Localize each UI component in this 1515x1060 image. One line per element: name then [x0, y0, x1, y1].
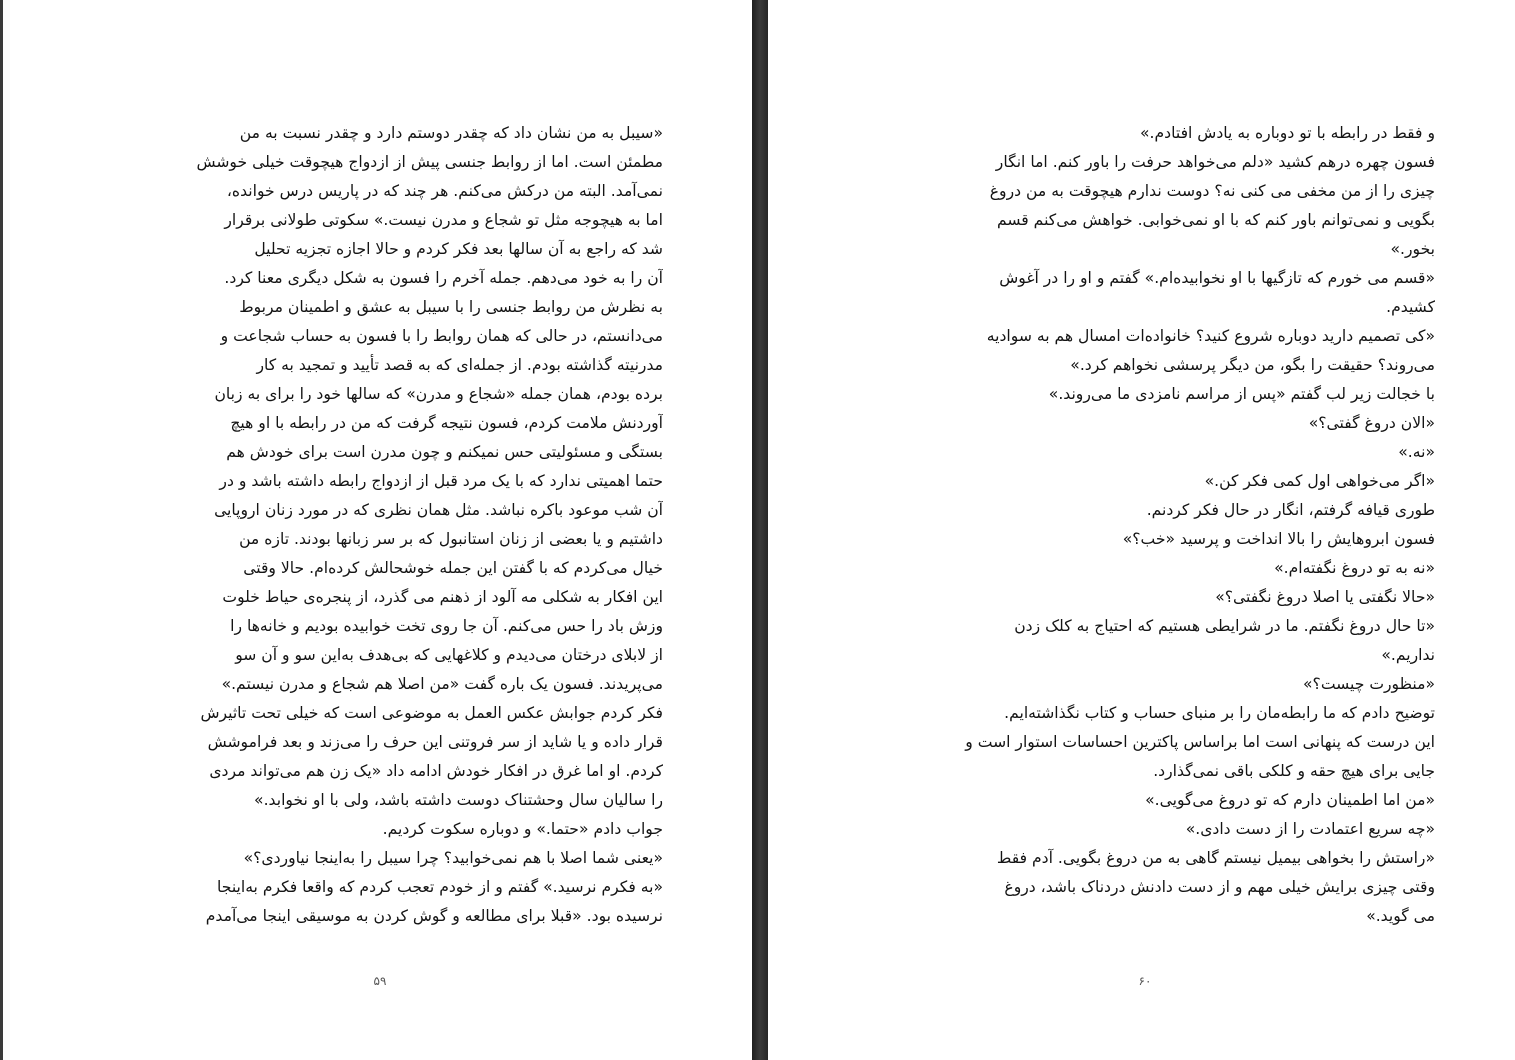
left-page-text: [96, 119, 663, 931]
text-line: فسون چهره درهم کشید «دلم می‌خواهد حرفت را باور کنم. اما انگار: [995, 153, 1435, 171]
text-line: نداریم.»: [1381, 646, 1435, 664]
text-line: «منظورت چیست؟»: [1303, 675, 1435, 693]
text-line: بستگی و مسئولیتی حس نمیکنم و چون مدرن است برای خودش هم: [226, 443, 663, 461]
text-line: آوردنش ملامت کردم، فسون نتیجه گرفت که من در رابطه با او هیچ: [230, 414, 663, 432]
text-line: آن شب موعود باکره نباشد. مثل همان نظری که در مورد زنان اروپایی: [214, 501, 663, 519]
text-line: آن را به خود می‌دهم. جمله آخرم را فسون به شکل دیگری معنا کرد.: [224, 269, 663, 287]
text-line: این درست که پنهانی است اما براساس پاکترین احساسات استوار است و: [965, 733, 1435, 751]
right-page: [768, 0, 1515, 1060]
right-page-text: [855, 119, 1435, 931]
text-line: «نه به تو دروغ نگفته‌ام.»: [1274, 559, 1435, 577]
text-line: داشتیم و یا بعضی از زنان استانبول که بر سر زبانها بودند. تازه من: [239, 530, 663, 548]
book-gutter: [752, 0, 768, 1060]
text-line: قرار داده و یا شاید از سر فروتنی این حرف را می‌زند و بعد فراموشش: [207, 733, 663, 751]
text-line: جایی برای هیچ حقه و کلکی باقی نمی‌گذارد.: [1153, 762, 1435, 780]
text-line: «تا حال دروغ نگفتم. ما در شرایطی هستیم که احتیاج به کلک زدن: [1014, 617, 1435, 635]
text-line: برده بودم، همان جمله «شجاع و مدرن» که سالها خود را برای به زبان: [214, 385, 663, 403]
text-line: می‌پریدند. فسون یک باره گفت «من اصلا هم شجاع و مدرن نیستم.»: [221, 675, 663, 693]
text-line: می‌روند؟ حقیقت را بگو، من دیگر پرسشی نخواهم کرد.»: [1070, 356, 1435, 374]
text-line: بخور.»: [1390, 240, 1435, 258]
text-line: مطمئن است. اما از روابط جنسی پیش از ازدواج هیچوقت خیلی خوشش: [196, 153, 663, 171]
text-line: توضیح دادم که ما رابطه‌مان را بر منبای حساب و کتاب نگذاشته‌ایم.: [1004, 704, 1435, 722]
text-line: نرسیده بود. «قبلا برای مطالعه و گوش کردن به موسیقی اینجا می‌آمدم: [205, 907, 663, 925]
text-line: «نه.»: [1398, 443, 1435, 461]
text-line: وقتی چیزی برایش خیلی مهم و از دست دادنش دردناک باشد، دروغ: [1004, 878, 1435, 896]
text-line: «حالا نگفتی یا اصلا دروغ نگفتی؟»: [1215, 588, 1435, 606]
text-line: فسون ابروهایش را بالا انداخت و پرسید «خب؟»: [1122, 530, 1435, 548]
text-line: این افکار به شکلی مه آلود از ذهنم می گذرد، از پنجره‌ی حیاط خلوت: [222, 588, 663, 606]
text-line: شد که راجع به آن سالها بعد فکر کردم و حالا اجازه تجزیه تحلیل: [254, 240, 663, 258]
text-line: «من اما اطمینان دارم که تو دروغ می‌گویی.»: [1145, 791, 1435, 809]
text-line: جواب دادم «حتما.» و دوباره سکوت کردیم.: [382, 820, 663, 838]
text-line: «یعنی شما اصلا با هم نمی‌خوابید؟ چرا سیبل را به‌اینجا نیاوردی؟»: [243, 849, 663, 867]
text-line: «راستش را بخواهی بیمیل نیستم گاهی به من دروغ بگویی. آدم فقط: [996, 849, 1435, 867]
left-page: [3, 0, 752, 1060]
text-line: وزش باد را حس می‌کنم. آن جا روی تخت خوابیده بودیم و خانه‌ها را: [230, 617, 663, 635]
text-line: بگویی و نمی‌توانم باور کنم که با او نمی‌خوابی. خواهش می‌کنم قسم: [996, 211, 1435, 229]
text-line: طوری قیافه گرفتم، انگار در حال فکر کردنم.: [1146, 501, 1435, 519]
text-line: «قسم می خورم که تازگیها با او نخوابیده‌ام.» گفتم و او را در آغوش: [999, 269, 1435, 287]
text-line: «کی تصمیم دارید دوباره شروع کنید؟ خانواده‌ات امسال هم به سوادیه: [986, 327, 1435, 345]
text-line: و فقط در رابطه با تو دوباره به یادش افتادم.»: [1140, 124, 1435, 142]
text-line: می گوید.»: [1366, 907, 1435, 925]
text-line: نمی‌آمد. البته من درکش می‌کنم. هر چند که در پاریس درس خوانده،: [226, 182, 663, 200]
text-line: را سالیان سال وحشتناک دوست داشته باشد، ولی با او نخوابد.»: [254, 791, 663, 809]
text-line: چیزی را از من مخفی می کنی نه؟ دوست ندارم هیچوقت به من دروغ: [989, 182, 1435, 200]
text-line: خیال می‌کردم که با گفتن این جمله خوشحالش کرده‌ام. حالا وقتی: [243, 559, 663, 577]
text-line: اما به هیچوجه مثل تو شجاع و مدرن نیست.» سکوتی طولانی برقرار: [224, 211, 663, 229]
text-line: «اگر می‌خواهی اول کمی فکر کن.»: [1204, 472, 1435, 490]
text-line: به نظرش من روابط جنسی را با سیبل به عشق و اطمینان مربوط: [239, 298, 663, 316]
left-page-number: ۵۹: [373, 974, 387, 988]
right-page-number: ۶۰: [1138, 974, 1152, 988]
text-line: کشیدم.: [1386, 298, 1435, 316]
text-line: می‌دانستم، در حالی که همان روابط را با فسون به حساب شجاعت و: [220, 327, 663, 345]
text-line: با خجالت زیر لب گفتم «پس از مراسم نامزدی ما می‌روند.»: [1048, 385, 1435, 403]
text-line: حتما اهمیتی ندارد که با یک مرد قبل از ازدواج رابطه داشته باشد و در: [219, 472, 663, 490]
text-line: «به فکرم نرسید.» گفتم و از خودم تعجب کردم که واقعا فکرم به‌اینجا: [217, 878, 663, 896]
text-line: از لابلای درختان می‌دیدم و کلاغهایی که بی‌هدف به‌این سو و آن سو: [235, 646, 663, 664]
text-line: «چه سریع اعتمادت را از دست دادی.»: [1185, 820, 1435, 838]
text-line: «الان دروغ گفتی؟»: [1308, 414, 1435, 432]
text-line: «سیبل به من نشان داد که چقدر دوستم دارد و چقدر نسبت به من: [239, 124, 663, 142]
text-line: فکر کردم جوابش عکس العمل به موضوعی است که خیلی تحت تاثیرش: [200, 704, 663, 722]
text-line: کردم. او اما غرق در افکار خودش ادامه داد «یک زن هم می‌تواند مردی: [209, 762, 663, 780]
text-line: مدرنیته گذاشته بودم. از جمله‌ای که به قصد تأیید و تمجید به کار: [256, 356, 663, 374]
